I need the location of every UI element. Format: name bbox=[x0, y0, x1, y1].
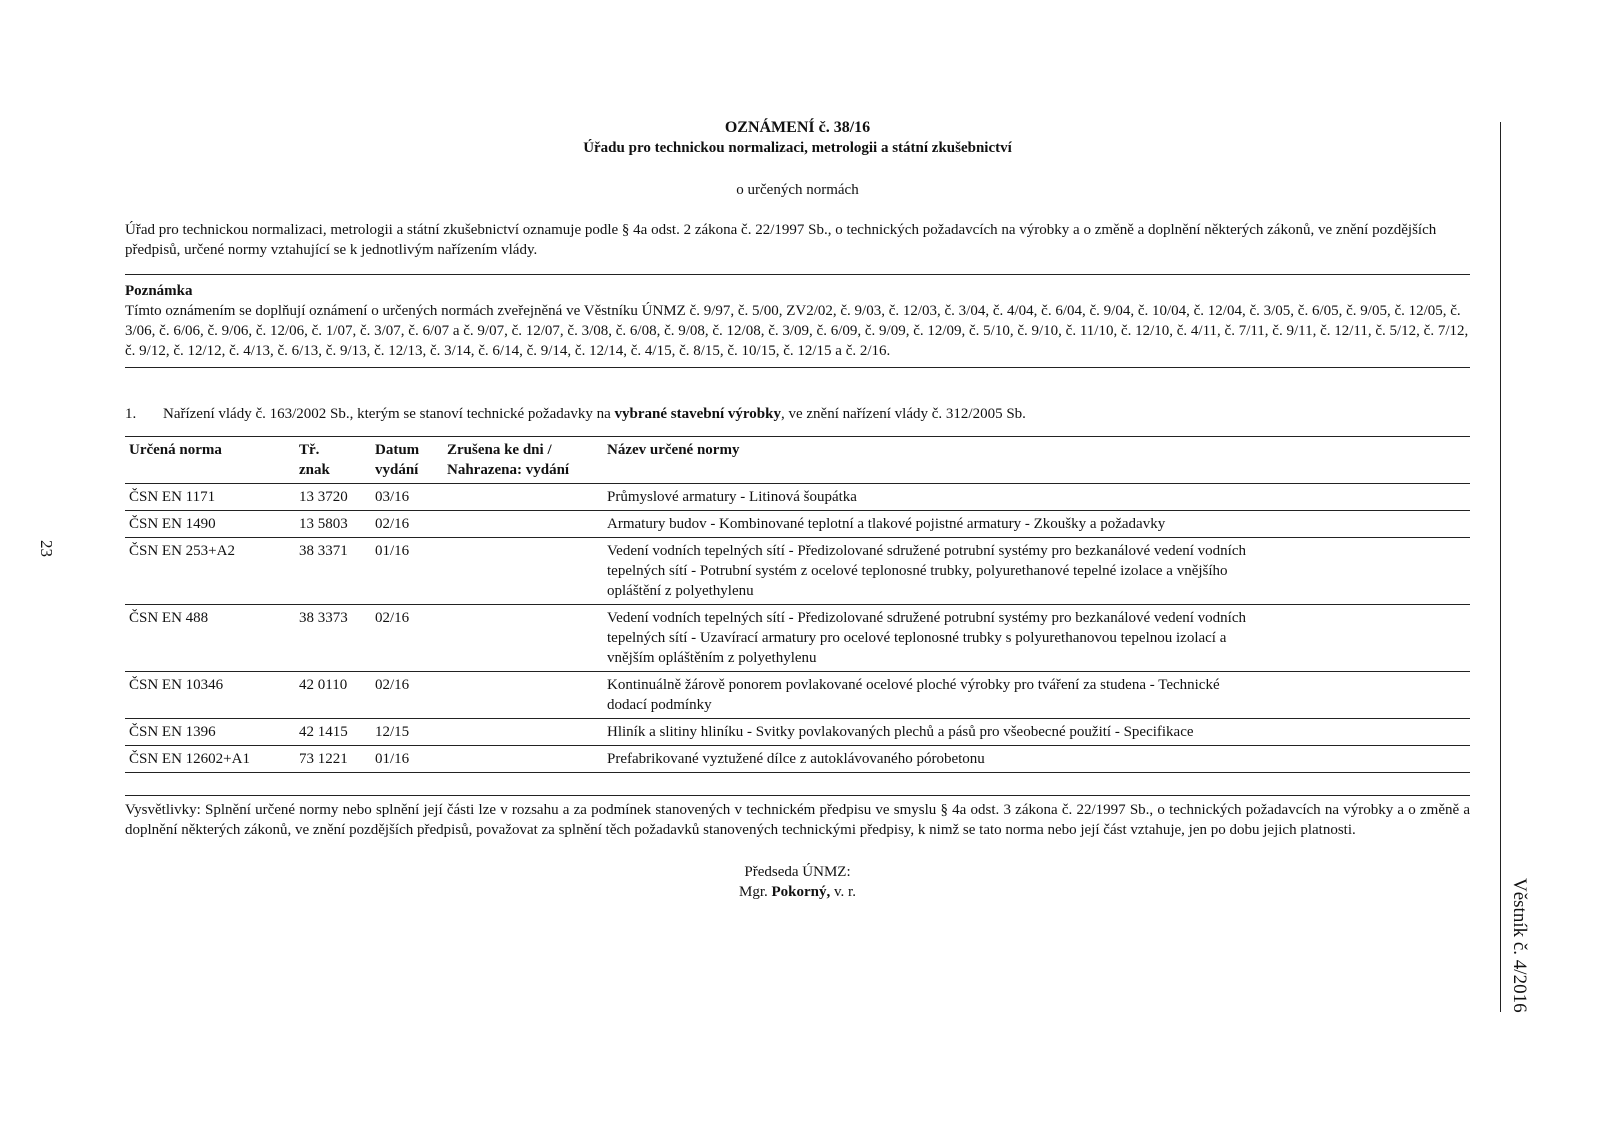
cell-norma: ČSN EN 1171 bbox=[125, 484, 295, 511]
cell-zrusena bbox=[443, 511, 603, 538]
table-row bbox=[125, 484, 1470, 511]
cell-nazev: Kontinuálně žárově ponorem povlakované ocelové ploché výrobky pro tváření za studena - Technické dodací podmínky bbox=[603, 672, 1470, 719]
signature-block bbox=[125, 862, 1470, 902]
journal-issue-label: Věstník č. 4/2016 bbox=[1509, 878, 1530, 1013]
cell-trida: 13 3720 bbox=[295, 484, 371, 511]
cell-zrusena bbox=[443, 746, 603, 773]
table-row bbox=[125, 719, 1470, 746]
footnote-paragraph: Vysvětlivky: Splnění určené normy nebo splnění její části lze v rozsahu a za podmínek stanovených v technickém předpisu ve smyslu § 4a odst. 3 zákona č. 22/1997 Sb., o technických požadavcích na výrobky a o změně a doplnění některých zákonů, ve znění pozdějších předpisů, považovat za splnění těch požadavků stanovených technickými předpisy, k nimž se tato norma nebo její část vztahuje, jen po dobu jejich platnosti. bbox=[125, 795, 1470, 840]
document-topic: o určených normách bbox=[736, 182, 859, 198]
cell-trida: 42 1415 bbox=[295, 719, 371, 746]
cell-norma: ČSN EN 488 bbox=[125, 605, 295, 672]
cell-trida: 38 3371 bbox=[295, 538, 371, 605]
intro-paragraph: Úřad pro technickou normalizaci, metrologii a státní zkušebnictví oznamuje podle § 4a odst. 2 zákona č. 22/1997 Sb., o technických požadavcích na výrobky a o změně a doplnění některých zákonů, ve znění pozdějších předpisů, určené normy vztahující se k jednotlivým nařízením vlády. bbox=[125, 222, 1437, 258]
table-row bbox=[125, 511, 1470, 538]
cell-norma: ČSN EN 12602+A1 bbox=[125, 746, 295, 773]
header-nazev: Název určené normy bbox=[603, 437, 1470, 484]
cell-trida: 73 1221 bbox=[295, 746, 371, 773]
section-text-before: Nařízení vlády č. 163/2002 Sb., kterým se stanoví technické požadavky na bbox=[163, 406, 615, 422]
cell-datum: 01/16 bbox=[371, 538, 443, 605]
header-trida: Tř. znak bbox=[295, 437, 371, 484]
cell-datum: 02/16 bbox=[371, 511, 443, 538]
cell-datum: 02/16 bbox=[371, 672, 443, 719]
cell-norma: ČSN EN 1396 bbox=[125, 719, 295, 746]
note-box bbox=[125, 274, 1470, 368]
note-text: Tímto oznámením se doplňují oznámení o určených normách zveřejněná ve Věstníku ÚNMZ č. 9/97, č. 5/00, ZV2/02, č. 9/03, č. 12/03, č. 3/04, č. 4/04, č. 6/04, č. 9/04, č. 10/04, č. 12/04, č. 3/05, č. 6/05, č. 9/05, č. 12/05, č. 3/06, č. 6/06, č. 9/06, č. 12/06, č. 1/07, č. 3/07, č. 6/07 a č. 9/07, č. 12/07, č. 3/08, č. 6/08, č. 9/08, č. 12/08, č. 3/09, č. 6/09, č. 9/09, č. 12/09, č. 5/10, č. 9/10, č. 11/10, č. 12/10, č. 4/11, č. 7/11, č. 9/11, č. 12/11, č. 5/12, č. 7/12, č. 9/12, č. 12/12, č. 4/13, č. 6/13, č. 9/13, č. 12/13, č. 3/14, č. 6/14, č. 9/14, č. 12/14, č. 4/15, č. 8/15, č. 10/15, č. 12/15 a č. 2/16. bbox=[125, 303, 1469, 359]
cell-norma: ČSN EN 10346 bbox=[125, 672, 295, 719]
table-row bbox=[125, 672, 1470, 719]
section-heading bbox=[125, 404, 1470, 424]
page-number: 23 bbox=[37, 540, 56, 557]
section-text-bold: vybrané stavební výrobky bbox=[614, 406, 781, 422]
header-norma: Určená norma bbox=[125, 437, 295, 484]
signature-role: Předseda ÚNMZ: bbox=[744, 864, 851, 880]
cell-datum: 03/16 bbox=[371, 484, 443, 511]
cell-zrusena bbox=[443, 538, 603, 605]
cell-trida: 42 0110 bbox=[295, 672, 371, 719]
header bbox=[125, 118, 1470, 200]
table-row bbox=[125, 538, 1470, 605]
cell-zrusena bbox=[443, 719, 603, 746]
document-title: OZNÁMENÍ č. 38/16 bbox=[724, 119, 871, 136]
norms-table bbox=[125, 436, 1470, 773]
cell-trida: 13 5803 bbox=[295, 511, 371, 538]
cell-datum: 12/15 bbox=[371, 719, 443, 746]
cell-nazev: Hliník a slitiny hliníku - Svitky povlakovaných plechů a pásů pro všeobecné použití - Specifikace bbox=[603, 719, 1470, 746]
cell-nazev: Vedení vodních tepelných sítí - Předizolované sdružené potrubní systémy pro bezkanálové vedení vodních tepelných sítí - Uzavírací armatury pro ocelové teplonosné trubky s polyurethanovou tepelnou izolací a vnějším opláštěním z polyethylenu bbox=[603, 605, 1470, 672]
cell-datum: 02/16 bbox=[371, 605, 443, 672]
note-title: Poznámka bbox=[125, 283, 193, 299]
table-row bbox=[125, 746, 1470, 773]
header-zrusena: Zrušena ke dni / Nahrazena: vydání bbox=[443, 437, 603, 484]
cell-norma: ČSN EN 253+A2 bbox=[125, 538, 295, 605]
signature-name-line: Mgr. Pokorný, v. r. bbox=[739, 884, 856, 900]
cell-zrusena bbox=[443, 605, 603, 672]
signature-name: Pokorný, bbox=[771, 884, 831, 900]
margin-divider bbox=[1500, 122, 1501, 1012]
table-row bbox=[125, 605, 1470, 672]
cell-zrusena bbox=[443, 484, 603, 511]
cell-datum: 01/16 bbox=[371, 746, 443, 773]
document-body bbox=[125, 118, 1470, 902]
document-subtitle: Úřadu pro technickou normalizaci, metrologii a státní zkušebnictví bbox=[583, 140, 1012, 156]
header-datum: Datum vydání bbox=[371, 437, 443, 484]
section-number: 1. bbox=[125, 406, 137, 422]
cell-nazev: Prefabrikované vyztužené dílce z autoklávovaného pórobetonu bbox=[603, 746, 1470, 773]
cell-nazev: Vedení vodních tepelných sítí - Předizolované sdružené potrubní systémy pro bezkanálové vedení vodních tepelných sítí - Potrubní systém z ocelové teplonosné trubky, polyurethanové tepelné izolace a vnějšího opláštění z polyethylenu bbox=[603, 538, 1470, 605]
cell-trida: 38 3373 bbox=[295, 605, 371, 672]
cell-zrusena bbox=[443, 672, 603, 719]
cell-nazev: Armatury budov - Kombinované teplotní a tlakové pojistné armatury - Zkoušky a požadavky bbox=[603, 511, 1470, 538]
cell-nazev: Průmyslové armatury - Litinová šoupátka bbox=[603, 484, 1470, 511]
section-text-after: , ve znění nařízení vlády č. 312/2005 Sb. bbox=[780, 406, 1026, 422]
table-header-row bbox=[125, 437, 1470, 484]
cell-norma: ČSN EN 1490 bbox=[125, 511, 295, 538]
